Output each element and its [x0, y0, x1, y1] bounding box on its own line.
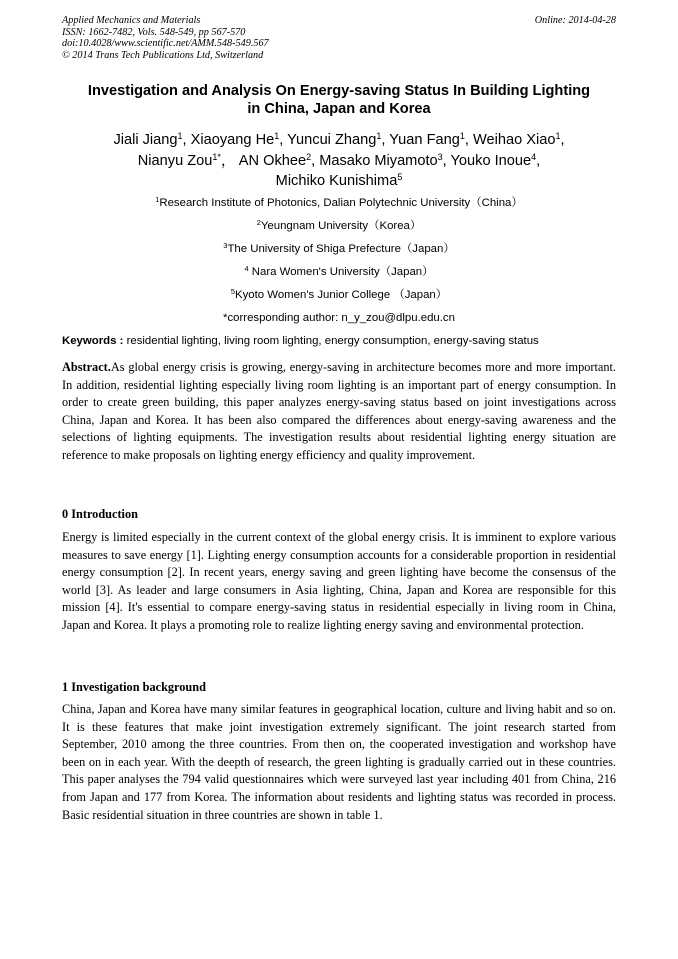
affiliation-num: 3 [223, 241, 228, 250]
abstract-label: Abstract. [62, 360, 111, 374]
author-line-1: Jiali Jiang$^1$, Xiaoyang He$^1$, Yuncui Zhang$^1$, Yuan Fang$^1$, Weihao Xiao$^1$, [113, 131, 565, 148]
online-date: Online: 2014-04-28 [534, 15, 616, 26]
author-affil-num: 4 [531, 151, 537, 162]
section-heading-introduction: 0 Introduction [62, 507, 138, 521]
affiliation-5 [62, 288, 616, 302]
introduction-paragraph: Energy is limited especially in the current context of the global energy crisis. It is imminent to explore various measures to save energy [1]. Lighting energy consumption accounts for a considerable proportion in residential energy consumption [2]. In recent years, energy saving and green lighting have become the consensus of the world [3]. As leader and large consumers in Asia lighting, China, Japan and Korea are responsible for this mission [4]. It's essential to compare energy-saving status in residential especially in living room in China, Japan and Korea. It plays a promoting role to realize lighting energy saving and environmental protection. [62, 530, 616, 632]
author-affil-num: 1 [376, 131, 382, 141]
keywords [62, 334, 616, 348]
affiliation-4 [62, 265, 616, 279]
author-affil-num: 1 [555, 131, 561, 141]
corresponding-author: *corresponding author: n_y_zou@dlpu.edu.cn [223, 312, 455, 324]
author-affil-num: 1 [459, 131, 465, 141]
affiliation-text: Yeungnam University（Korea） [260, 220, 422, 232]
author-name: Nianyu Zou [137, 152, 213, 169]
author-name: Jiali Jiang [113, 132, 178, 148]
author-affil-num: 3 [437, 151, 443, 162]
author-name: Yuan Fang [389, 132, 460, 148]
issn-line: ISSN: 1662-7482, Vols. 548-549, pp 567-570 [62, 26, 246, 38]
author-name: Weihao Xiao [472, 132, 556, 148]
author-name: Masako Miyamoto [319, 152, 438, 169]
keywords-label: Keywords : [62, 335, 124, 347]
affiliation-text: The University of Shiga Prefecture（Japan） [227, 243, 455, 255]
journal-header [62, 15, 616, 61]
affiliation-num: 1 [155, 195, 160, 204]
affiliation-2 [62, 219, 616, 233]
author-line-2: Nianyu Zou$^{1*}$， AN Okhee$^2$, Masako Miyamoto$^3$, Youko Inoue$^4$, [137, 151, 541, 169]
author-line-3 [62, 171, 616, 192]
background-paragraph: China, Japan and Korea have many similar features in geographical location, culture and living habit and so on. It is these features that make joint investigation extremely significant. The joint research started from September, 2010 among the three countries. From then on, the cooperated investigation and workshop have been on in each year. With the deepth of research, the green lighting is gradually carried out in these countries. This paper analyses the 794 valid questionnaires which were surveyed last year including 401 from China, 216 from Japan and 177 from Korea. The information about residents and lighting status was recorded in process. Basic residential situation in three countries are shown in table 1. [62, 702, 616, 822]
affiliation-num: 4 [244, 264, 249, 273]
title-line-1: Investigation and Analysis On Energy-saving Status In Building Lighting [87, 83, 591, 99]
abstract-text: As global energy crisis is growing, energy-saving in architecture becomes more and more important. In addition, residential lighting especially living room lighting is an important part of energy consumption. In order to create green building, this paper analyzes energy-saving status based on joint investigations across China, Japan and Korea. It has been also compared the differences about energy-saving awareness and the selections of lighting equipments. The investigation results about residential lighting energy situation are reference to make proposals on lighting energy efficiency and quality improvement. [62, 360, 616, 462]
author-affil-num: 1* [212, 151, 221, 162]
author-name: Yuncui Zhang [287, 132, 377, 148]
author-list [62, 130, 616, 192]
author-affil-num: 1 [274, 131, 280, 141]
author-name: Youko Inoue [450, 152, 532, 169]
title-line-2: in China, Japan and Korea [247, 101, 431, 117]
journal-name: Applied Mechanics and Materials [62, 15, 201, 26]
author-name: Xiaoyang He [190, 132, 275, 148]
author-affil-num: 5 [397, 172, 403, 182]
author-affil-num: 2 [306, 151, 312, 162]
keywords-text: residential lighting, living room lighting, energy consumption, energy-saving status [123, 335, 539, 347]
author-name: Michiko Kunishima [275, 173, 398, 189]
affiliation-text: Kyoto Women's Junior College （Japan） [235, 289, 448, 301]
affiliation-1 [62, 196, 616, 210]
affiliation-text: Nara Women's University（Japan） [248, 266, 434, 278]
copyright-line: © 2014 Trans Tech Publications Ltd, Switzerland [62, 49, 264, 61]
author-name: AN Okhee [238, 152, 307, 169]
affiliation-num: 2 [256, 218, 261, 227]
affiliation-3 [62, 242, 616, 256]
abstract [62, 359, 616, 465]
affiliation-num: 5 [230, 287, 235, 296]
section-heading-background: 1 Investigation background [62, 680, 206, 694]
author-affil-num: 1 [177, 131, 183, 141]
paper-title [62, 82, 616, 118]
doi-line: doi:10.4028/www.scientific.net/AMM.548-549.567 [62, 38, 269, 50]
affiliation-text: Research Institute of Photonics, Dalian Polytechnic University（China） [159, 197, 523, 209]
